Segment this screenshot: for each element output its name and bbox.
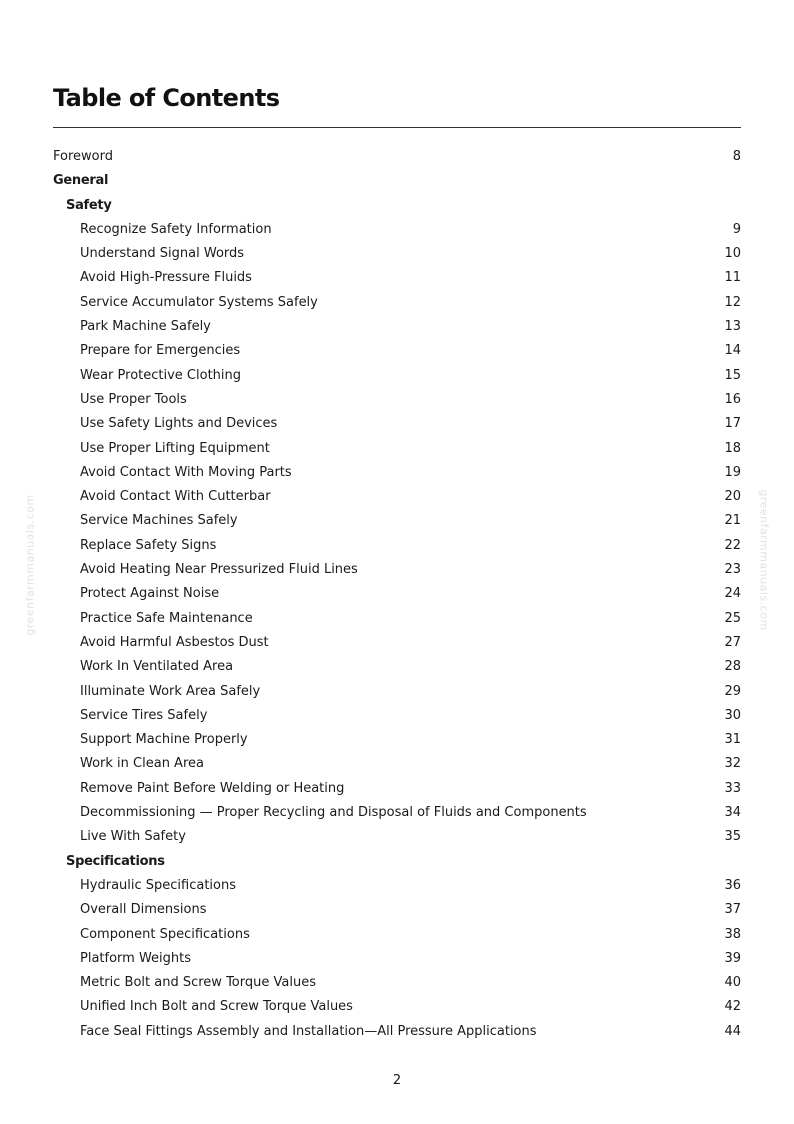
title-divider xyxy=(53,127,741,128)
toc-entry-title: Specifications xyxy=(66,853,165,869)
toc-entry[interactable] xyxy=(0,218,794,242)
toc-entry-page: 9 xyxy=(732,221,741,237)
toc-entry-page: 18 xyxy=(724,440,741,456)
toc-entry[interactable] xyxy=(0,777,794,801)
toc-entry-title: Support Machine Properly xyxy=(80,732,248,748)
toc-entry-page: 28 xyxy=(724,659,741,675)
toc-entry-title: Work in Clean Area xyxy=(80,756,204,772)
toc-entry-page: 27 xyxy=(724,634,741,650)
toc-entry-title: Avoid Contact With Moving Parts xyxy=(80,464,292,480)
toc-entry-page: 31 xyxy=(724,732,741,748)
toc-entry-title: Platform Weights xyxy=(80,950,192,966)
toc-entry-title: Avoid Contact With Cutterbar xyxy=(80,489,271,505)
toc-section-heading xyxy=(0,850,794,874)
toc-entry-title: Service Tires Safely xyxy=(80,707,208,723)
toc-entry[interactable] xyxy=(0,971,794,995)
toc-entry[interactable] xyxy=(0,412,794,436)
watermark-left: greenfarmmanuals.com xyxy=(23,494,37,636)
toc-entry[interactable] xyxy=(0,266,794,290)
toc-entry-page: 35 xyxy=(724,829,741,845)
toc-entry-page: 37 xyxy=(724,902,741,918)
toc-entry-title: Protect Against Noise xyxy=(80,586,220,602)
toc-entry[interactable] xyxy=(0,825,794,849)
toc-entry-page: 42 xyxy=(724,999,741,1015)
toc-entry-title: Remove Paint Before Welding or Heating xyxy=(80,780,345,796)
toc-entry-title: Avoid High-Pressure Fluids xyxy=(80,270,252,286)
toc-entry-page: 8 xyxy=(732,149,741,164)
toc-entry-title: Service Machines Safely xyxy=(80,513,238,529)
toc-entry-title: Park Machine Safely xyxy=(80,319,211,335)
toc-entry[interactable] xyxy=(0,339,794,363)
toc-entry-title: Component Specifications xyxy=(80,926,250,942)
toc-entry[interactable] xyxy=(0,631,794,655)
toc-entry-page: 44 xyxy=(724,1023,741,1039)
toc-entry[interactable] xyxy=(0,364,794,388)
toc-entry[interactable] xyxy=(0,1020,794,1044)
toc-entry[interactable] xyxy=(0,461,794,485)
toc-entry-page: 30 xyxy=(724,707,741,723)
toc-entry[interactable] xyxy=(0,558,794,582)
toc-entry[interactable] xyxy=(0,898,794,922)
toc-entry-title: Illuminate Work Area Safely xyxy=(80,683,261,699)
toc-entry-page: 20 xyxy=(724,489,741,505)
toc-entry-title: Use Proper Lifting Equipment xyxy=(80,440,270,456)
toc-entry-page: 40 xyxy=(724,975,741,991)
table-of-contents xyxy=(0,145,794,1044)
toc-entry[interactable] xyxy=(0,995,794,1019)
toc-entry-page: 10 xyxy=(724,246,741,262)
toc-entry-page: 22 xyxy=(724,537,741,553)
toc-entry-title: Practice Safe Maintenance xyxy=(80,610,253,626)
toc-entry[interactable] xyxy=(0,485,794,509)
toc-entry[interactable] xyxy=(0,315,794,339)
toc-entry-page: 33 xyxy=(724,780,741,796)
toc-entry-page: 23 xyxy=(724,562,741,578)
toc-entry-page: 29 xyxy=(724,683,741,699)
toc-entry-title: Wear Protective Clothing xyxy=(80,367,242,383)
toc-entry-page: 34 xyxy=(724,805,741,821)
toc-entry-title: Replace Safety Signs xyxy=(80,537,217,553)
toc-entry-page: 21 xyxy=(724,513,741,529)
toc-entry[interactable] xyxy=(0,388,794,412)
toc-entry-title: Overall Dimensions xyxy=(80,902,207,918)
toc-section-heading xyxy=(0,194,794,218)
toc-entry-page: 39 xyxy=(724,950,741,966)
toc-entry-title: Recognize Safety Information xyxy=(80,221,272,237)
toc-entry[interactable] xyxy=(0,534,794,558)
toc-entry-page: 36 xyxy=(724,877,741,893)
toc-entry-page: 12 xyxy=(724,294,741,310)
toc-entry[interactable] xyxy=(0,874,794,898)
toc-entry[interactable] xyxy=(0,752,794,776)
toc-entry[interactable] xyxy=(0,437,794,461)
toc-entry-title: Work In Ventilated Area xyxy=(80,659,234,675)
toc-entry[interactable] xyxy=(0,923,794,947)
toc-entry-page: 15 xyxy=(724,367,741,383)
toc-entry-title: General xyxy=(53,173,109,189)
toc-entry[interactable] xyxy=(0,680,794,704)
toc-entry-title: Use Safety Lights and Devices xyxy=(80,416,278,432)
watermark-right: greenfarmmanuals.com xyxy=(757,489,771,631)
toc-entry-title: Avoid Heating Near Pressurized Fluid Lines xyxy=(80,562,358,578)
toc-entry-title: Prepare for Emergencies xyxy=(80,343,241,359)
toc-entry-page: 14 xyxy=(724,343,741,359)
toc-entry-title: Face Seal Fittings Assembly and Installation—All Pressure Applications xyxy=(80,1023,537,1039)
toc-entry-page: 13 xyxy=(724,319,741,335)
toc-entry[interactable] xyxy=(0,582,794,606)
toc-entry[interactable] xyxy=(0,655,794,679)
toc-entry[interactable] xyxy=(0,145,794,169)
toc-entry[interactable] xyxy=(0,509,794,533)
page-title: Table of Contents xyxy=(53,84,280,112)
toc-entry[interactable] xyxy=(0,291,794,315)
toc-entry-title: Use Proper Tools xyxy=(80,391,187,407)
toc-entry-page: 24 xyxy=(724,586,741,602)
toc-entry-title: Avoid Harmful Asbestos Dust xyxy=(80,634,269,650)
toc-entry-title: Decommissioning — Proper Recycling and Disposal of Fluids and Components xyxy=(80,805,587,821)
toc-entry-title: Hydraulic Specifications xyxy=(80,877,237,893)
toc-entry[interactable] xyxy=(0,947,794,971)
toc-entry-title: Service Accumulator Systems Safely xyxy=(80,294,318,310)
toc-entry-title: Live With Safety xyxy=(80,829,186,845)
toc-entry[interactable] xyxy=(0,801,794,825)
toc-entry-title: Metric Bolt and Screw Torque Values xyxy=(80,975,316,991)
toc-entry-page: 19 xyxy=(724,464,741,480)
toc-entry[interactable] xyxy=(0,607,794,631)
toc-entry-page: 38 xyxy=(724,926,741,942)
toc-entry[interactable] xyxy=(0,728,794,752)
page-number: 2 xyxy=(392,1073,402,1088)
toc-section-heading xyxy=(0,169,794,193)
toc-entry-page: 16 xyxy=(724,391,741,407)
toc-entry-title: Unified Inch Bolt and Screw Torque Values xyxy=(80,999,353,1015)
toc-entry-page: 17 xyxy=(724,416,741,432)
toc-entry-page: 11 xyxy=(724,270,741,286)
toc-entry[interactable] xyxy=(0,704,794,728)
toc-entry[interactable] xyxy=(0,242,794,266)
toc-entry-page: 25 xyxy=(724,610,741,626)
toc-entry-title: Safety xyxy=(66,197,112,213)
toc-entry-title: Understand Signal Words xyxy=(80,246,245,262)
toc-entry-page: 32 xyxy=(724,756,741,772)
toc-entry-title: Foreword xyxy=(53,149,113,164)
